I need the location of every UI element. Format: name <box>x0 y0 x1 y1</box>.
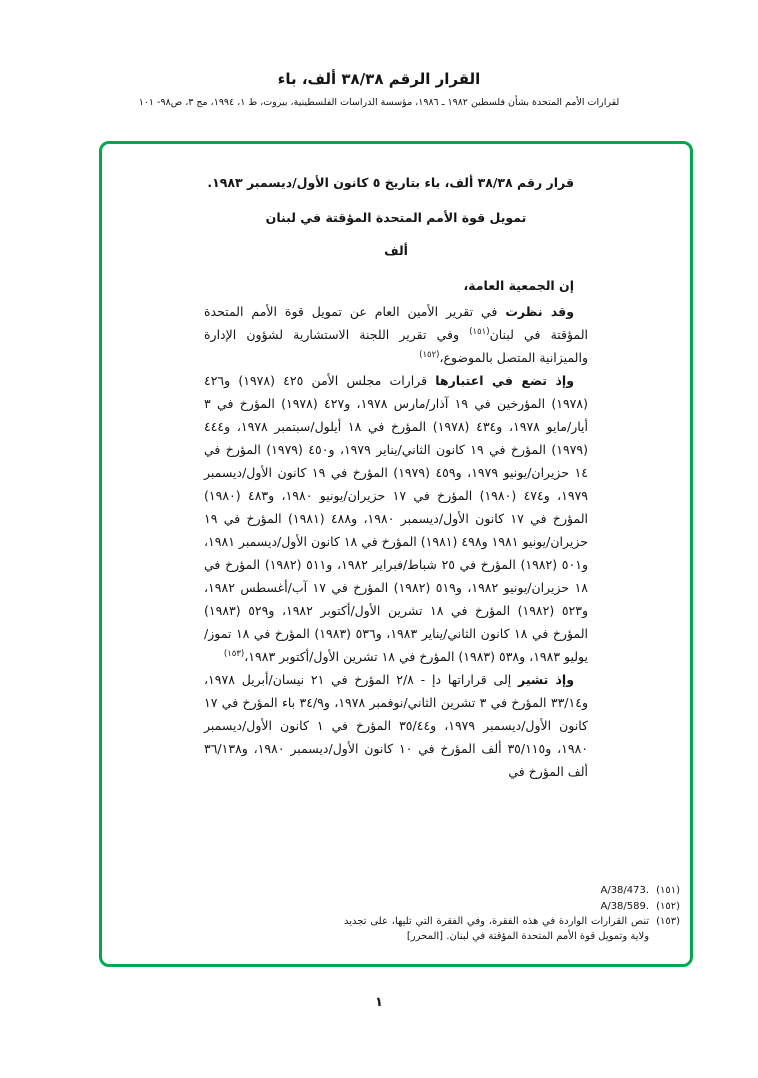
footnote-ref-152: (١٥٢) <box>419 349 440 360</box>
footnote-number: (١٥١) <box>656 885 680 896</box>
footnote-text: A/38/473. <box>600 885 650 896</box>
footnote-number: (١٥٢) <box>656 900 680 912</box>
paragraph-recalling <box>204 668 588 783</box>
paragraph-text: في تقرير الأمين العام عن تمويل قوة الأمم المتحدة المؤقتة في لبنان <box>204 304 588 342</box>
footnote-item <box>344 915 680 944</box>
footnote-text: A/38/589. <box>600 900 650 912</box>
footnote-list <box>344 883 680 944</box>
paragraph-lead: وإذ تشير <box>518 672 574 687</box>
resolution-heading: قرار رقم ٣٨/٣٨ ألف، باء بتاريخ ٥ كانون الأول/ديسمبر ١٩٨٣. <box>207 175 574 190</box>
footnote-item <box>344 884 680 899</box>
paragraph-having-considered <box>204 300 588 369</box>
document-source-line: لقرارات الأمم المتحدة بشأن فلسطين ١٩٨٢ ـ ١٩٨٦، مؤسسة الدراسات الفلسطينية، بيروت، ط ١، ١٩٩٤، مج ٣، ص٩٨- ١٠١ <box>138 97 620 108</box>
footnote-number: (١٥٣) <box>656 916 680 927</box>
footnote-ref-151: (١٥١) <box>469 326 490 337</box>
resolution-subject: تمويل قوة الأمم المتحدة المؤقتة في لبنان <box>265 210 527 225</box>
document-title: القرار الرقم ٣٨/٣٨ ألف، باء <box>277 70 481 88</box>
page-header <box>0 70 758 108</box>
resolution-text-column <box>204 171 588 783</box>
footnote-ref-153: (١٥٣) <box>223 648 245 659</box>
paragraph-lead: وإذ تضع في اعتبارها <box>435 373 574 388</box>
section-label: ألف <box>384 243 408 258</box>
content-box <box>99 141 693 967</box>
paragraph-text: إلى قراراتها دإ - ٢/٨ المؤرخ في ٢١ نيسان/أبريل ١٩٧٨، و٣٣/١٤ المؤرخ في ٣ تشرين الثاني/نوفمبر ١٩٧٨، و٣٤/٩ باء المؤرخ في ١٧ كانون الأول/ديسمبر ١٩٧٩، و٣٥/٤٤ المؤرخ في ١ كانون الأول/ديسمبر ١٩٨٠، و٣٥/١١٥ ألف المؤرخ في ١٠ كانون الأول/ديسمبر ١٩٨٠، و٣٦/١٣٨ ألف المؤرخ في <box>204 672 589 779</box>
paragraph-text: وفي تقرير اللجنة الاستشارية لشؤون الإدارة والميزانية المتصل بالموضوع، <box>204 327 588 365</box>
footnote-item <box>344 900 680 915</box>
page-number: ١ <box>375 995 383 1010</box>
opening-line: إن الجمعية العامة، <box>463 278 574 293</box>
paragraph-lead: وقد نظرت <box>505 304 574 319</box>
paragraph-bearing-in-mind <box>204 369 588 668</box>
footnote-text: تنص القرارات الواردة في هذه الفقرة، وفي الفقرة التي تليها، على تجديد ولاية وتمويل قوة الأمم المتحدة المؤقتة في لبنان. [المحرر] <box>344 916 650 942</box>
paragraph-text: قرارات مجلس الأمن ٤٢٥ (١٩٧٨) و٤٢٦ (١٩٧٨) المؤرخين في ١٩ آذار/مارس ١٩٧٨، و٤٢٧ (١٩٧٨) المؤرخ في ٣ أيار/مايو ١٩٧٨، و٤٣٤ (١٩٧٨) المؤرخ في ١٨ أيلول/سبتمبر ١٩٧٨، و٤٤٤ (١٩٧٩) المؤرخ في ١٩ كانون الثاني/يناير ١٩٧٩، و٤٥٠ (١٩٧٩) المؤرخ في ١٤ حزيران/يونيو ١٩٧٩، و٤٥٩ (١٩٧٩) المؤرخ في ١٩ كانون الأول/ديسمبر ١٩٧٩، و٤٧٤ (١٩٨٠) المؤرخ في ١٧ حزيران/يونيو ١٩٨٠، و٤٨٣ (١٩٨٠) المؤرخ في ١٧ كانون الأول/ديسمبر ١٩٨٠، و٤٨٨ (١٩٨١) المؤرخ في ١٩ حزيران/يونيو ١٩٨١ و٤٩٨ (١٩٨١) المؤرخ في ١٨ كانون الأول/ديسمبر ١٩٨١، و٥٠١ (١٩٨٢) المؤرخ في ٢٥ شباط/فبراير ١٩٨٢، و٥١١ (١٩٨٢) المؤرخ في ١٨ حزيران/يونيو ١٩٨٢، و٥١٩ (١٩٨٢) المؤرخ في ١٧ آب/أغسطس ١٩٨٢، و٥٢٣ (١٩٨٢) المؤرخ في ١٨ تشرين الأول/أكتوبر ١٩٨٢، و٥٢٩ (١٩٨٣) المؤرخ في ١٨ كانون الثاني/يناير ١٩٨٣، و٥٣٦ (١٩٨٣) المؤرخ في ١٨ تموز/يوليو ١٩٨٣، و٥٣٨ (١٩٨٣) المؤرخ في ١٨ تشرين الأول/أكتوبر ١٩٨٣، <box>204 373 589 664</box>
